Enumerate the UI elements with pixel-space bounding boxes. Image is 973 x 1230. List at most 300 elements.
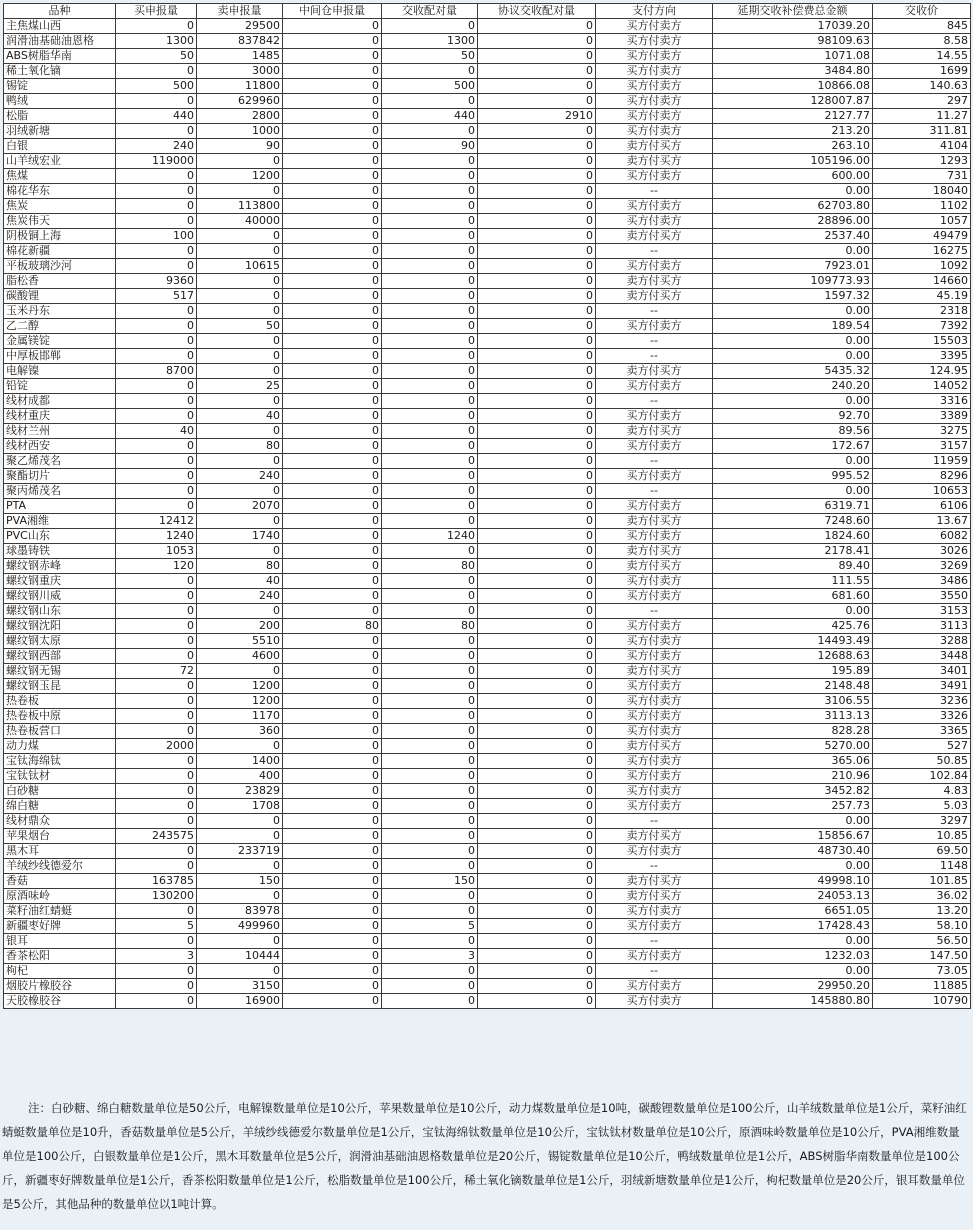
cell-delivery-matched: 0 bbox=[382, 664, 478, 679]
cell-sell-declared: 10444 bbox=[197, 949, 283, 964]
cell-compensation-total: 2148.48 bbox=[713, 679, 873, 694]
cell-delivery-price: 73.05 bbox=[873, 964, 971, 979]
cell-sell-declared: 629960 bbox=[197, 94, 283, 109]
cell-compensation-total: 111.55 bbox=[713, 574, 873, 589]
cell-payment-direction: -- bbox=[596, 334, 713, 349]
cell-delivery-matched: 0 bbox=[382, 679, 478, 694]
cell-payment-direction: 买方付卖方 bbox=[596, 469, 713, 484]
cell-agreement-matched: 0 bbox=[478, 394, 596, 409]
cell-sell-declared: 0 bbox=[197, 964, 283, 979]
cell-buy-declared: 0 bbox=[116, 754, 197, 769]
cell-payment-direction: 买方付卖方 bbox=[596, 574, 713, 589]
cell-buy-declared: 0 bbox=[116, 94, 197, 109]
header-delivery-matched: 交收配对量 bbox=[382, 4, 478, 19]
cell-agreement-matched: 0 bbox=[478, 649, 596, 664]
cell-delivery-price: 18040 bbox=[873, 184, 971, 199]
cell-sell-declared: 1200 bbox=[197, 679, 283, 694]
cell-agreement-matched: 0 bbox=[478, 979, 596, 994]
cell-product: 聚酯切片 bbox=[4, 469, 116, 484]
cell-agreement-matched: 0 bbox=[478, 124, 596, 139]
cell-compensation-total: 7248.60 bbox=[713, 514, 873, 529]
cell-sell-declared: 240 bbox=[197, 469, 283, 484]
cell-product: 碳酸锂 bbox=[4, 289, 116, 304]
cell-buy-declared: 0 bbox=[116, 694, 197, 709]
cell-compensation-total: 600.00 bbox=[713, 169, 873, 184]
cell-agreement-matched: 0 bbox=[478, 19, 596, 34]
cell-agreement-matched: 0 bbox=[478, 469, 596, 484]
cell-intermediate-declared: 0 bbox=[283, 799, 382, 814]
cell-compensation-total: 15856.67 bbox=[713, 829, 873, 844]
cell-payment-direction: 买方付卖方 bbox=[596, 499, 713, 514]
table-row bbox=[4, 484, 971, 499]
cell-compensation-total: 0.00 bbox=[713, 184, 873, 199]
table-row bbox=[4, 529, 971, 544]
cell-payment-direction: -- bbox=[596, 394, 713, 409]
cell-buy-declared: 0 bbox=[116, 709, 197, 724]
cell-payment-direction: 卖方付买方 bbox=[596, 739, 713, 754]
cell-delivery-price: 3275 bbox=[873, 424, 971, 439]
cell-sell-declared: 40 bbox=[197, 409, 283, 424]
cell-buy-declared: 0 bbox=[116, 499, 197, 514]
cell-delivery-matched: 0 bbox=[382, 259, 478, 274]
cell-sell-declared: 1200 bbox=[197, 169, 283, 184]
cell-sell-declared: 1200 bbox=[197, 694, 283, 709]
cell-compensation-total: 109773.93 bbox=[713, 274, 873, 289]
cell-delivery-matched: 90 bbox=[382, 139, 478, 154]
cell-intermediate-declared: 0 bbox=[283, 994, 382, 1009]
cell-intermediate-declared: 0 bbox=[283, 544, 382, 559]
cell-intermediate-declared: 0 bbox=[283, 109, 382, 124]
cell-buy-declared: 0 bbox=[116, 634, 197, 649]
cell-payment-direction: 买方付卖方 bbox=[596, 844, 713, 859]
cell-delivery-matched: 0 bbox=[382, 199, 478, 214]
cell-delivery-price: 3486 bbox=[873, 574, 971, 589]
cell-product: 脂松香 bbox=[4, 274, 116, 289]
cell-sell-declared: 2070 bbox=[197, 499, 283, 514]
cell-compensation-total: 3113.13 bbox=[713, 709, 873, 724]
cell-payment-direction: 买方付卖方 bbox=[596, 724, 713, 739]
cell-intermediate-declared: 0 bbox=[283, 424, 382, 439]
cell-agreement-matched: 0 bbox=[478, 694, 596, 709]
cell-intermediate-declared: 0 bbox=[283, 919, 382, 934]
cell-intermediate-declared: 0 bbox=[283, 769, 382, 784]
cell-sell-declared: 0 bbox=[197, 244, 283, 259]
table-row bbox=[4, 424, 971, 439]
cell-delivery-matched: 3 bbox=[382, 949, 478, 964]
cell-agreement-matched: 0 bbox=[478, 364, 596, 379]
cell-agreement-matched: 0 bbox=[478, 259, 596, 274]
cell-payment-direction: 买方付卖方 bbox=[596, 319, 713, 334]
cell-delivery-price: 102.84 bbox=[873, 769, 971, 784]
cell-agreement-matched: 0 bbox=[478, 934, 596, 949]
cell-delivery-matched: 0 bbox=[382, 19, 478, 34]
cell-compensation-total: 240.20 bbox=[713, 379, 873, 394]
cell-delivery-price: 3288 bbox=[873, 634, 971, 649]
cell-compensation-total: 0.00 bbox=[713, 334, 873, 349]
cell-delivery-matched: 0 bbox=[382, 799, 478, 814]
cell-payment-direction: 买方付卖方 bbox=[596, 64, 713, 79]
cell-product: 锡锭 bbox=[4, 79, 116, 94]
cell-product: 银耳 bbox=[4, 934, 116, 949]
cell-payment-direction: 买方付卖方 bbox=[596, 619, 713, 634]
cell-agreement-matched: 0 bbox=[478, 454, 596, 469]
header-sell-declared: 卖申报量 bbox=[197, 4, 283, 19]
cell-agreement-matched: 0 bbox=[478, 319, 596, 334]
cell-payment-direction: 买方付卖方 bbox=[596, 784, 713, 799]
cell-product: 线材鼎众 bbox=[4, 814, 116, 829]
cell-sell-declared: 0 bbox=[197, 424, 283, 439]
cell-delivery-price: 3113 bbox=[873, 619, 971, 634]
cell-compensation-total: 1824.60 bbox=[713, 529, 873, 544]
cell-sell-declared: 400 bbox=[197, 769, 283, 784]
cell-delivery-price: 1293 bbox=[873, 154, 971, 169]
cell-payment-direction: -- bbox=[596, 454, 713, 469]
cell-agreement-matched: 0 bbox=[478, 64, 596, 79]
cell-product: 螺纹钢山东 bbox=[4, 604, 116, 619]
cell-delivery-price: 101.85 bbox=[873, 874, 971, 889]
cell-delivery-price: 3491 bbox=[873, 679, 971, 694]
cell-agreement-matched: 0 bbox=[478, 34, 596, 49]
cell-product: 棉花华东 bbox=[4, 184, 116, 199]
table-row bbox=[4, 754, 971, 769]
cell-sell-declared: 1708 bbox=[197, 799, 283, 814]
cell-intermediate-declared: 0 bbox=[283, 409, 382, 424]
cell-sell-declared: 0 bbox=[197, 334, 283, 349]
cell-payment-direction: 买方付卖方 bbox=[596, 49, 713, 64]
cell-agreement-matched: 0 bbox=[478, 709, 596, 724]
cell-delivery-price: 10.85 bbox=[873, 829, 971, 844]
cell-payment-direction: 买方付卖方 bbox=[596, 649, 713, 664]
cell-delivery-price: 10790 bbox=[873, 994, 971, 1009]
cell-payment-direction: 买方付卖方 bbox=[596, 529, 713, 544]
cell-payment-direction: 买方付卖方 bbox=[596, 214, 713, 229]
table-row bbox=[4, 34, 971, 49]
cell-delivery-price: 731 bbox=[873, 169, 971, 184]
cell-buy-declared: 163785 bbox=[116, 874, 197, 889]
table-row bbox=[4, 649, 971, 664]
cell-payment-direction: 卖方付买方 bbox=[596, 229, 713, 244]
cell-payment-direction: 买方付卖方 bbox=[596, 124, 713, 139]
cell-intermediate-declared: 0 bbox=[283, 469, 382, 484]
cell-sell-declared: 233719 bbox=[197, 844, 283, 859]
cell-payment-direction: 卖方付买方 bbox=[596, 364, 713, 379]
cell-payment-direction: 卖方付买方 bbox=[596, 424, 713, 439]
cell-buy-declared: 0 bbox=[116, 724, 197, 739]
cell-agreement-matched: 0 bbox=[478, 139, 596, 154]
cell-delivery-matched: 0 bbox=[382, 634, 478, 649]
cell-intermediate-declared: 0 bbox=[283, 484, 382, 499]
table-row bbox=[4, 544, 971, 559]
cell-intermediate-declared: 0 bbox=[283, 949, 382, 964]
cell-agreement-matched: 0 bbox=[478, 349, 596, 364]
cell-delivery-matched: 0 bbox=[382, 724, 478, 739]
cell-product: 松脂 bbox=[4, 109, 116, 124]
cell-payment-direction: 卖方付买方 bbox=[596, 544, 713, 559]
table-row bbox=[4, 109, 971, 124]
cell-delivery-matched: 0 bbox=[382, 994, 478, 1009]
cell-sell-declared: 80 bbox=[197, 439, 283, 454]
table-row bbox=[4, 379, 971, 394]
cell-sell-declared: 3000 bbox=[197, 64, 283, 79]
table-row bbox=[4, 244, 971, 259]
cell-agreement-matched: 0 bbox=[478, 214, 596, 229]
cell-agreement-matched: 0 bbox=[478, 874, 596, 889]
cell-delivery-price: 69.50 bbox=[873, 844, 971, 859]
cell-intermediate-declared: 0 bbox=[283, 859, 382, 874]
table-row bbox=[4, 934, 971, 949]
cell-agreement-matched: 0 bbox=[478, 829, 596, 844]
cell-delivery-price: 13.20 bbox=[873, 904, 971, 919]
cell-compensation-total: 24053.13 bbox=[713, 889, 873, 904]
cell-compensation-total: 105196.00 bbox=[713, 154, 873, 169]
cell-delivery-matched: 0 bbox=[382, 334, 478, 349]
cell-payment-direction: 卖方付买方 bbox=[596, 289, 713, 304]
cell-buy-declared: 0 bbox=[116, 199, 197, 214]
cell-product: 枸杞 bbox=[4, 964, 116, 979]
cell-agreement-matched: 0 bbox=[478, 739, 596, 754]
cell-delivery-price: 297 bbox=[873, 94, 971, 109]
cell-buy-declared: 0 bbox=[116, 574, 197, 589]
cell-compensation-total: 10866.08 bbox=[713, 79, 873, 94]
table-row bbox=[4, 679, 971, 694]
cell-delivery-price: 3365 bbox=[873, 724, 971, 739]
cell-compensation-total: 365.06 bbox=[713, 754, 873, 769]
cell-payment-direction: 卖方付买方 bbox=[596, 664, 713, 679]
cell-product: 螺纹钢沈阳 bbox=[4, 619, 116, 634]
cell-sell-declared: 40 bbox=[197, 574, 283, 589]
cell-delivery-price: 14052 bbox=[873, 379, 971, 394]
table-row bbox=[4, 619, 971, 634]
cell-product: 线材重庆 bbox=[4, 409, 116, 424]
cell-agreement-matched: 0 bbox=[478, 154, 596, 169]
cell-product: 球墨铸铁 bbox=[4, 544, 116, 559]
table-row bbox=[4, 169, 971, 184]
cell-sell-declared: 150 bbox=[197, 874, 283, 889]
cell-compensation-total: 2537.40 bbox=[713, 229, 873, 244]
cell-buy-declared: 0 bbox=[116, 844, 197, 859]
header-delivery-price: 交收价 bbox=[873, 4, 971, 19]
cell-sell-declared: 23829 bbox=[197, 784, 283, 799]
cell-buy-declared: 0 bbox=[116, 859, 197, 874]
cell-intermediate-declared: 0 bbox=[283, 439, 382, 454]
cell-delivery-price: 10653 bbox=[873, 484, 971, 499]
cell-intermediate-declared: 0 bbox=[283, 589, 382, 604]
cell-sell-declared: 1485 bbox=[197, 49, 283, 64]
cell-buy-declared: 0 bbox=[116, 604, 197, 619]
cell-delivery-matched: 0 bbox=[382, 409, 478, 424]
table-row bbox=[4, 199, 971, 214]
cell-sell-declared: 16900 bbox=[197, 994, 283, 1009]
cell-sell-declared: 0 bbox=[197, 889, 283, 904]
cell-delivery-matched: 0 bbox=[382, 364, 478, 379]
cell-sell-declared: 80 bbox=[197, 559, 283, 574]
cell-sell-declared: 5510 bbox=[197, 634, 283, 649]
cell-payment-direction: -- bbox=[596, 859, 713, 874]
cell-buy-declared: 1240 bbox=[116, 529, 197, 544]
cell-product: 螺纹钢重庆 bbox=[4, 574, 116, 589]
cell-buy-declared: 0 bbox=[116, 814, 197, 829]
cell-delivery-price: 3026 bbox=[873, 544, 971, 559]
cell-product: 新疆枣好牌 bbox=[4, 919, 116, 934]
cell-sell-declared: 2800 bbox=[197, 109, 283, 124]
cell-compensation-total: 0.00 bbox=[713, 454, 873, 469]
cell-intermediate-declared: 0 bbox=[283, 754, 382, 769]
cell-product: PVC山东 bbox=[4, 529, 116, 544]
cell-payment-direction: 卖方付买方 bbox=[596, 874, 713, 889]
header-agreement-matched: 协议交收配对量 bbox=[478, 4, 596, 19]
cell-product: 聚乙烯茂名 bbox=[4, 454, 116, 469]
cell-compensation-total: 0.00 bbox=[713, 304, 873, 319]
table-row bbox=[4, 499, 971, 514]
cell-buy-declared: 0 bbox=[116, 649, 197, 664]
cell-compensation-total: 1071.08 bbox=[713, 49, 873, 64]
cell-payment-direction: 买方付卖方 bbox=[596, 994, 713, 1009]
cell-buy-declared: 0 bbox=[116, 904, 197, 919]
cell-sell-declared: 1000 bbox=[197, 124, 283, 139]
cell-intermediate-declared: 0 bbox=[283, 94, 382, 109]
cell-intermediate-declared: 0 bbox=[283, 514, 382, 529]
cell-agreement-matched: 0 bbox=[478, 859, 596, 874]
unit-note: 注：白砂糖、绵白糖数量单位是50公斤，电解镍数量单位是10公斤，苹果数量单位是10公斤，动力煤数量单位是10吨，碳酸锂数量单位是100公斤，山羊绒数量单位是1公斤，菜籽油红蜻蜓数量单位是10升，香菇数量单位是5公斤，羊绒纱线德爱尔数量单位是1公斤，宝钛海绵钛数量单位是10公斤，宝钛钛材数量单位是10公斤，原酒味岭数量单位是10公斤，PVA湘维数量单位是100公斤，白银数量单位是1公斤，黑木耳数量单位是5公斤，润滑油基础油恩格数量单位是20公斤，锡锭数量单位是10公斤，鸭绒数量单位是1公斤，ABS树脂华南数量单位是100公斤，新疆枣好牌数量单位是1公斤，香茶松阳数量单位是1公斤，松脂数量单位是100公斤，稀土氧化镝数量单位是1公斤，羽绒新塘数量单位是1公斤，枸杞数量单位是20公斤，银耳数量单位是5公斤，其他品种的数量单位以1吨计算。 bbox=[2, 1101, 967, 1211]
cell-intermediate-declared: 0 bbox=[283, 709, 382, 724]
cell-product: 热卷板中原 bbox=[4, 709, 116, 724]
cell-sell-declared: 0 bbox=[197, 544, 283, 559]
cell-sell-declared: 0 bbox=[197, 664, 283, 679]
cell-agreement-matched: 0 bbox=[478, 814, 596, 829]
cell-sell-declared: 10615 bbox=[197, 259, 283, 274]
cell-sell-declared: 25 bbox=[197, 379, 283, 394]
table-row bbox=[4, 274, 971, 289]
cell-buy-declared: 517 bbox=[116, 289, 197, 304]
cell-compensation-total: 0.00 bbox=[713, 604, 873, 619]
cell-buy-declared: 0 bbox=[116, 484, 197, 499]
cell-intermediate-declared: 0 bbox=[283, 349, 382, 364]
cell-agreement-matched: 0 bbox=[478, 949, 596, 964]
cell-buy-declared: 0 bbox=[116, 169, 197, 184]
cell-agreement-matched: 0 bbox=[478, 244, 596, 259]
cell-buy-declared: 0 bbox=[116, 244, 197, 259]
cell-delivery-price: 3448 bbox=[873, 649, 971, 664]
cell-sell-declared: 0 bbox=[197, 364, 283, 379]
cell-agreement-matched: 0 bbox=[478, 664, 596, 679]
cell-buy-declared: 0 bbox=[116, 409, 197, 424]
cell-intermediate-declared: 0 bbox=[283, 529, 382, 544]
cell-product: 羽绒新塘 bbox=[4, 124, 116, 139]
cell-delivery-price: 140.63 bbox=[873, 79, 971, 94]
cell-sell-declared: 0 bbox=[197, 829, 283, 844]
cell-delivery-matched: 0 bbox=[382, 754, 478, 769]
cell-intermediate-declared: 0 bbox=[283, 64, 382, 79]
table-row bbox=[4, 634, 971, 649]
table-row bbox=[4, 334, 971, 349]
cell-buy-declared: 0 bbox=[116, 469, 197, 484]
cell-delivery-price: 3550 bbox=[873, 589, 971, 604]
cell-delivery-price: 3395 bbox=[873, 349, 971, 364]
cell-sell-declared: 0 bbox=[197, 739, 283, 754]
cell-payment-direction: 买方付卖方 bbox=[596, 919, 713, 934]
cell-compensation-total: 17428.43 bbox=[713, 919, 873, 934]
table-row bbox=[4, 154, 971, 169]
cell-buy-declared: 500 bbox=[116, 79, 197, 94]
cell-buy-declared: 0 bbox=[116, 184, 197, 199]
table-row bbox=[4, 829, 971, 844]
cell-compensation-total: 0.00 bbox=[713, 394, 873, 409]
cell-agreement-matched: 0 bbox=[478, 424, 596, 439]
cell-intermediate-declared: 0 bbox=[283, 904, 382, 919]
cell-buy-declared: 9360 bbox=[116, 274, 197, 289]
cell-delivery-matched: 0 bbox=[382, 379, 478, 394]
cell-delivery-price: 58.10 bbox=[873, 919, 971, 934]
cell-payment-direction: -- bbox=[596, 814, 713, 829]
cell-buy-declared: 243575 bbox=[116, 829, 197, 844]
cell-compensation-total: 6319.71 bbox=[713, 499, 873, 514]
cell-delivery-matched: 0 bbox=[382, 859, 478, 874]
cell-compensation-total: 0.00 bbox=[713, 964, 873, 979]
cell-delivery-matched: 0 bbox=[382, 484, 478, 499]
cell-buy-declared: 0 bbox=[116, 304, 197, 319]
cell-agreement-matched: 0 bbox=[478, 589, 596, 604]
table-body bbox=[4, 19, 971, 1009]
cell-agreement-matched: 0 bbox=[478, 484, 596, 499]
cell-delivery-price: 3401 bbox=[873, 664, 971, 679]
cell-sell-declared: 0 bbox=[197, 814, 283, 829]
cell-compensation-total: 28896.00 bbox=[713, 214, 873, 229]
table-header-row bbox=[4, 4, 971, 19]
cell-compensation-total: 12688.63 bbox=[713, 649, 873, 664]
cell-delivery-matched: 0 bbox=[382, 829, 478, 844]
cell-buy-declared: 0 bbox=[116, 799, 197, 814]
cell-buy-declared: 0 bbox=[116, 124, 197, 139]
cell-intermediate-declared: 0 bbox=[283, 934, 382, 949]
cell-compensation-total: 210.96 bbox=[713, 769, 873, 784]
cell-delivery-price: 3316 bbox=[873, 394, 971, 409]
cell-agreement-matched: 0 bbox=[478, 79, 596, 94]
cell-sell-declared: 113800 bbox=[197, 199, 283, 214]
cell-delivery-matched: 0 bbox=[382, 214, 478, 229]
cell-payment-direction: 卖方付买方 bbox=[596, 514, 713, 529]
cell-sell-declared: 0 bbox=[197, 184, 283, 199]
cell-delivery-matched: 0 bbox=[382, 769, 478, 784]
cell-buy-declared: 440 bbox=[116, 109, 197, 124]
cell-compensation-total: 89.56 bbox=[713, 424, 873, 439]
cell-intermediate-declared: 0 bbox=[283, 214, 382, 229]
cell-delivery-price: 147.50 bbox=[873, 949, 971, 964]
cell-intermediate-declared: 0 bbox=[283, 394, 382, 409]
cell-buy-declared: 120 bbox=[116, 559, 197, 574]
cell-intermediate-declared: 0 bbox=[283, 304, 382, 319]
cell-delivery-price: 1092 bbox=[873, 259, 971, 274]
cell-agreement-matched: 0 bbox=[478, 49, 596, 64]
table-row bbox=[4, 799, 971, 814]
cell-payment-direction: 卖方付买方 bbox=[596, 889, 713, 904]
cell-product: 香茶松阳 bbox=[4, 949, 116, 964]
cell-delivery-matched: 0 bbox=[382, 979, 478, 994]
cell-product: 鸭绒 bbox=[4, 94, 116, 109]
cell-delivery-matched: 0 bbox=[382, 709, 478, 724]
table-row bbox=[4, 139, 971, 154]
cell-payment-direction: -- bbox=[596, 304, 713, 319]
cell-delivery-matched: 0 bbox=[382, 814, 478, 829]
cell-intermediate-declared: 0 bbox=[283, 784, 382, 799]
cell-payment-direction: 买方付卖方 bbox=[596, 94, 713, 109]
cell-delivery-matched: 0 bbox=[382, 154, 478, 169]
cell-buy-declared: 0 bbox=[116, 589, 197, 604]
cell-buy-declared: 1300 bbox=[116, 34, 197, 49]
cell-delivery-matched: 500 bbox=[382, 79, 478, 94]
cell-compensation-total: 89.40 bbox=[713, 559, 873, 574]
cell-intermediate-declared: 0 bbox=[283, 154, 382, 169]
cell-delivery-price: 56.50 bbox=[873, 934, 971, 949]
